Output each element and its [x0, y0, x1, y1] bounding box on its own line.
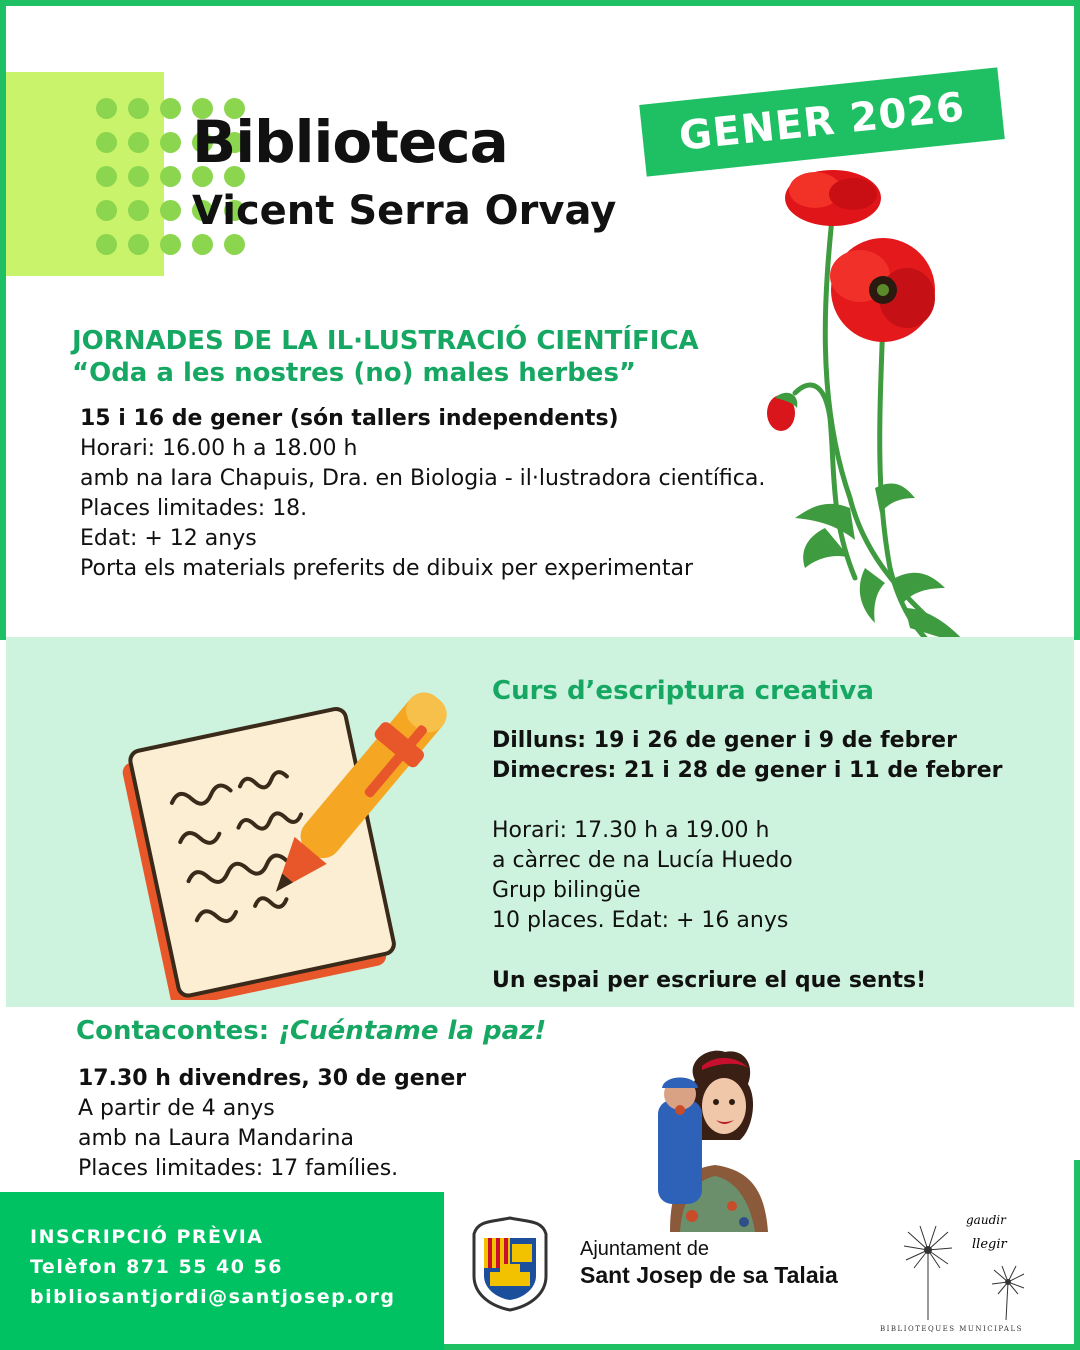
grid-dot: [128, 234, 149, 255]
grid-dot: [128, 166, 149, 187]
illustracio-subheading: “Oda a les nostres (no) males herbes”: [72, 358, 637, 388]
registration-info: [30, 1222, 395, 1312]
escriptura-schedule: Horari: 17.30 h a 19.00 h: [492, 818, 770, 843]
grid-dot: [96, 132, 117, 153]
grid-dot: [160, 98, 181, 119]
grid-dot: [160, 166, 181, 187]
bib-logo-word-1: gaudir: [966, 1213, 1006, 1227]
illustracio-note: Porta els materials preferits de dibuix per experimentar: [80, 556, 694, 581]
contacontes-datetime: 17.30 h divendres, 30 de gener: [78, 1066, 467, 1091]
contacontes-heading-prefix: Contacontes:: [76, 1016, 279, 1046]
escriptura-instructor: a càrrec de na Lucía Huedo: [492, 848, 793, 873]
escriptura-group: Grup bilingüe: [492, 878, 641, 903]
registration-phone[interactable]: Telèfon 871 55 40 56: [30, 1256, 284, 1278]
grid-dot: [192, 234, 213, 255]
dandelion-logo-icon: [888, 1190, 1048, 1324]
grid-dot: [160, 200, 181, 221]
ajuntament-line1: Ajuntament de: [580, 1238, 709, 1260]
illustracio-heading: JORNADES DE LA IL·LUSTRACIÓ CIENTÍFICA: [72, 326, 699, 356]
grid-dot: [160, 234, 181, 255]
frame-bottom: [440, 1344, 1080, 1350]
escriptura-heading: Curs d’escriptura creativa: [492, 676, 874, 706]
bib-logo-caption: BIBLIOTEQUES MUNICIPALS: [880, 1325, 1023, 1333]
illustracio-dates: 15 i 16 de gener (són tallers independents): [80, 406, 619, 431]
frame-right-lower: [1074, 1160, 1080, 1350]
registration-email[interactable]: bibliosantjordi@santjosep.org: [30, 1286, 396, 1308]
grid-dot: [96, 98, 117, 119]
grid-dot: [224, 234, 245, 255]
escriptura-wednesdays: Dimecres: 21 i 28 de gener i 11 de febrer: [492, 758, 1003, 783]
grid-dot: [96, 200, 117, 221]
escriptura-tagline: Un espai per escriure el que sents!: [492, 968, 927, 993]
grid-dot: [128, 98, 149, 119]
contacontes-heading-title: ¡Cuéntame la paz!: [278, 1016, 547, 1046]
frame-right: [1074, 0, 1080, 640]
escriptura-details: [492, 726, 1003, 996]
grid-dot: [96, 234, 117, 255]
ajuntament-crest-icon: [470, 1216, 550, 1312]
registration-label: INSCRIPCIÓ PRÈVIA: [30, 1226, 264, 1248]
ajuntament-line2: Sant Josep de sa Talaia: [580, 1262, 838, 1288]
bib-logo-word-2: llegir: [972, 1237, 1007, 1252]
illustracio-schedule: Horari: 16.00 h a 18.00 h: [80, 436, 358, 461]
month-badge: [639, 67, 1005, 176]
contacontes-details: [78, 1064, 466, 1184]
illustracio-age: Edat: + 12 anys: [80, 526, 257, 551]
escriptura-places-age: 10 places. Edat: + 16 anys: [492, 908, 789, 933]
escriptura-mondays: Dilluns: 19 i 26 de gener i 9 de febrer: [492, 728, 957, 753]
illustracio-instructor: amb na Iara Chapuis, Dra. en Biologia - il·lustradora científica.: [80, 466, 766, 491]
grid-dot: [128, 200, 149, 221]
poppy-flower-icon: [755, 168, 985, 658]
notebook-pen-icon: [120, 660, 450, 1000]
frame-top: [0, 0, 1080, 6]
storyteller-photo: [640, 1040, 790, 1232]
illustracio-details: [80, 404, 765, 584]
contacontes-presenter: amb na Laura Mandarina: [78, 1126, 354, 1151]
contacontes-places: Places limitades: 17 famílies.: [78, 1156, 399, 1181]
contacontes-age: A partir de 4 anys: [78, 1096, 275, 1121]
page-title: Biblioteca: [192, 108, 508, 176]
page-subtitle: Vicent Serra Orvay: [192, 188, 617, 234]
contacontes-heading: [76, 1016, 546, 1046]
grid-dot: [160, 132, 181, 153]
month-badge-label: GENER 2026: [676, 84, 968, 160]
grid-dot: [96, 166, 117, 187]
grid-dot: [128, 132, 149, 153]
illustracio-places: Places limitades: 18.: [80, 496, 308, 521]
